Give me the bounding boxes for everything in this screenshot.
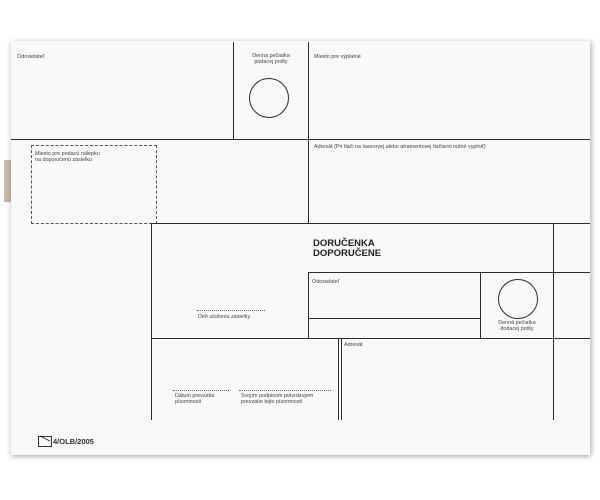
signature-label: Svojím podpisom potvrdzujem prevzatie tejto písomnosti — [241, 393, 314, 406]
receipt-sender-mid-line — [308, 318, 480, 319]
posting-date-stamp-label: Denná pečiatka podacej pošty — [252, 53, 290, 66]
storage-date-label: Deň uloženia zásielky — [198, 314, 251, 320]
receipt-date-dotted-line — [173, 390, 229, 391]
receipt-date-label: Dátum prevzatia písomnosti — [175, 393, 215, 406]
post-logo-icon — [38, 436, 52, 447]
receipt-title-line2: DOPORUČENE — [313, 248, 382, 259]
top-section-bottom-line — [11, 139, 590, 140]
postal-form-sheet — [11, 41, 590, 455]
receipt-left-border — [151, 223, 152, 420]
addressee-label-top: Adresát (Pri tlači na laserovej alebo atramentovej tlačiarni nutné vyplniť) — [314, 144, 486, 150]
receipt-addressee-label: Adresát — [344, 342, 363, 348]
receipt-sender-label: Odosielateľ — [312, 279, 340, 285]
sender-stamp-divider — [233, 42, 234, 139]
sheet-edge-strip — [4, 160, 11, 202]
sender-label-top: Odosielateľ — [17, 54, 45, 60]
receipt-inner-divider — [308, 272, 309, 338]
receipt-stamp-divider — [480, 272, 481, 338]
signature-dotted-line — [239, 390, 331, 391]
receipt-title-line1: DORUČENKA — [313, 238, 375, 249]
storage-date-dotted-line — [197, 310, 265, 311]
receipt-sender-top-line — [308, 272, 590, 273]
receipt-top-line — [151, 223, 590, 224]
stamp-postage-divider — [308, 42, 309, 223]
postage-area-label: Miesto pre výplatné — [314, 54, 361, 60]
form-code: 4/OLB/2005 — [53, 437, 94, 446]
posting-stamp-circle — [249, 78, 289, 118]
delivery-date-stamp-label: Denná pečiatka dodacej pošty — [498, 320, 536, 333]
receipt-signature-divider-2 — [341, 338, 342, 420]
registered-label-caption: Miesto pre podacú nálepku na doporučenú zásielku — [35, 151, 100, 164]
delivery-stamp-circle — [498, 279, 538, 319]
receipt-bottom-row-line — [151, 338, 590, 339]
receipt-signature-divider — [338, 338, 339, 420]
receipt-right-border — [553, 223, 554, 420]
